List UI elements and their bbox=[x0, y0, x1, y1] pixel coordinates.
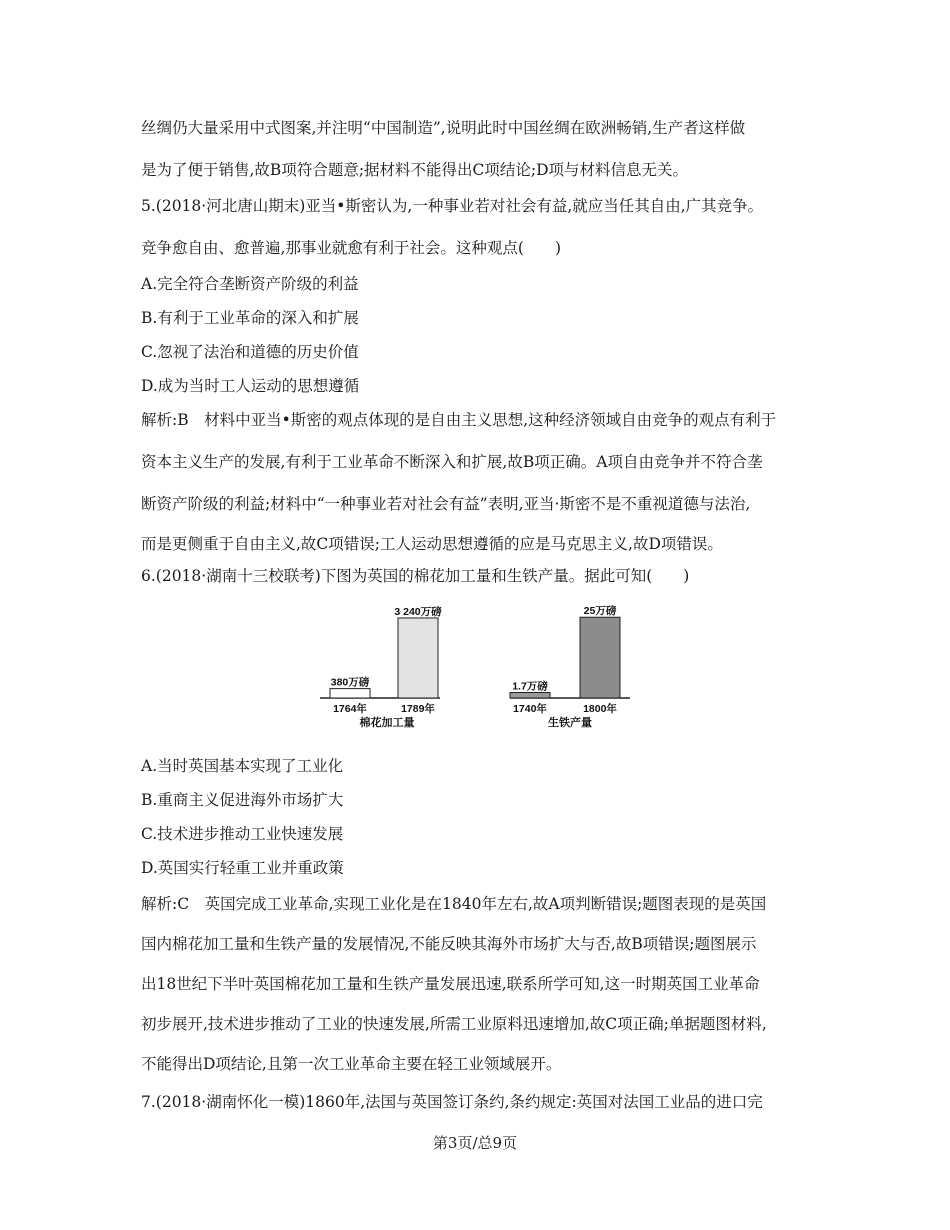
text-line: 不能得出D项结论,且第一次工业革命主要在轻工业领域展开。 bbox=[141, 1055, 562, 1073]
tick-label: 1740年 bbox=[513, 703, 547, 715]
bar bbox=[398, 618, 438, 698]
question-6-stem: 6.(2018·湖南十三校联考)下图为英国的棉花加工量和生铁产量。据此可知( ) bbox=[141, 567, 690, 585]
data-label: 380万磅 bbox=[330, 676, 370, 689]
text-line: 丝绸仍大量采用中式图案,并注明“中国制造”,说明此时中国丝绸在欧洲畅销,生产者这样做 bbox=[141, 119, 746, 137]
bar bbox=[580, 617, 620, 698]
text-line: 竞争愈自由、愈普遍,那事业就愈有利于社会。这种观点( ) bbox=[141, 239, 562, 257]
option-c: C.忽视了法治和道德的历史价值 bbox=[141, 343, 359, 361]
text-line: 断资产阶级的利益;材料中“一种事业若对社会有益”表明,亚当·斯密不是不重视道德与法治, bbox=[141, 495, 751, 513]
question-7-stem: 7.(2018·湖南怀化一模)1860年,法国与英国签订条约,条约规定:英国对法国工业品的进口完 bbox=[141, 1093, 763, 1111]
figure-charts bbox=[315, 592, 645, 742]
bar bbox=[330, 689, 370, 698]
analysis-6: 解析:C 英国完成工业革命,实现工业化是在1840年左右,故A项判断错误;题图表现的是英国 bbox=[141, 895, 767, 913]
question-5-stem: 5.(2018·河北唐山期末)亚当•斯密认为,一种事业若对社会有益,就应当任其自由,广其竞争。 bbox=[141, 197, 764, 215]
text-line: 而是更侧重于自由主义,故C项错误;工人运动思想遵循的应是马克思主义,故D项错误。 bbox=[141, 535, 723, 553]
analysis-5: 解析:B 材料中亚当•斯密的观点体现的是自由主义思想,这种经济领域自由竞争的观点有利于 bbox=[141, 411, 777, 429]
bar bbox=[510, 693, 550, 698]
option-c: C.技术进步推动工业快速发展 bbox=[141, 825, 344, 843]
chart-title: 棉花加工量 bbox=[359, 717, 415, 729]
option-a: A.完全符合垄断资产阶级的利益 bbox=[141, 275, 359, 293]
option-d: D.英国实行轻重工业并重政策 bbox=[141, 859, 344, 877]
text-line: 是为了便于销售,故B项符合题意;据材料不能得出C项结论;D项与材料信息无关。 bbox=[141, 161, 689, 179]
option-b: B.重商主义促进海外市场扩大 bbox=[141, 791, 344, 809]
option-b: B.有利于工业革命的深入和扩展 bbox=[141, 309, 359, 327]
option-a: A.当时英国基本实现了工业化 bbox=[141, 757, 344, 775]
tick-label: 1764年 bbox=[333, 703, 367, 715]
chart-title: 生铁产量 bbox=[548, 717, 592, 729]
text-line: 出18世纪下半叶英国棉花加工量和生铁产量发展迅速,联系所学可知,这一时期英国工业革命 bbox=[141, 975, 760, 993]
charts-svg bbox=[315, 592, 645, 742]
data-label: 3 240万磅 bbox=[394, 605, 442, 618]
option-d: D.成为当时工人运动的思想遵循 bbox=[141, 377, 360, 395]
text-line: 初步展开,技术进步推动了工业的快速发展,所需工业原料迅速增加,故C项正确;单据题图材料, bbox=[141, 1015, 767, 1033]
data-label: 1.7万磅 bbox=[512, 680, 548, 693]
page-footer: 第3页/总9页 bbox=[432, 1134, 518, 1152]
text-line: 国内棉花加工量和生铁产量的发展情况,不能反映其海外市场扩大与否,故B项错误;题图展示 bbox=[141, 935, 757, 953]
data-label: 25万磅 bbox=[583, 605, 617, 618]
text-line: 资本主义生产的发展,有利于工业革命不断深入和扩展,故B项正确。A项自由竞争并不符合垄 bbox=[141, 453, 763, 471]
tick-label: 1789年 bbox=[401, 703, 435, 715]
tick-label: 1800年 bbox=[583, 703, 617, 715]
